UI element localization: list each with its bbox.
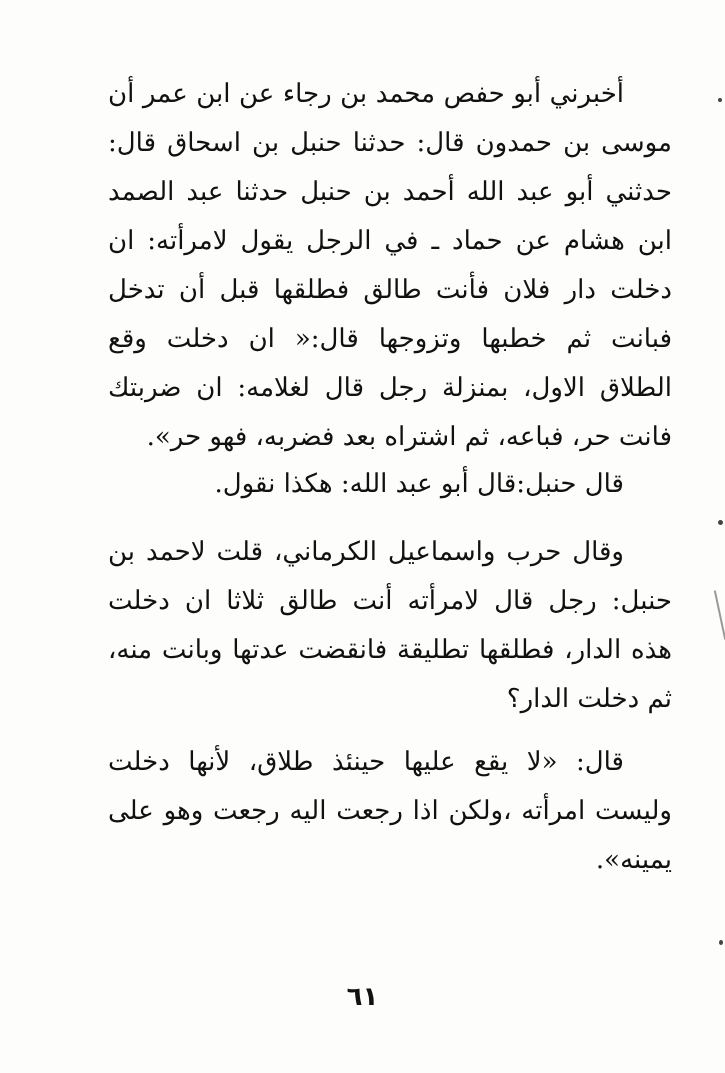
scan-edge-mark — [714, 590, 725, 639]
scan-speck — [718, 98, 722, 102]
text-line: ثم دخلت الدار؟ — [506, 684, 672, 714]
text-line: فانت حر، فباعه، ثم اشتراه بعد فضربه، فهو حر». — [146, 422, 672, 452]
scan-speck — [719, 940, 723, 945]
paragraph-question — [108, 528, 672, 724]
page-number: ٦١ — [346, 982, 379, 1012]
text-line: وقال حرب واسماعيل الكرماني، قلت لاحمد بن — [108, 537, 624, 567]
text-line: حدثني أبو عبد الله أحمد بن حنبل حدثنا عبد الصمد — [108, 177, 672, 207]
scan-speck — [718, 520, 723, 525]
text-line: ابن هشام عن حماد ـ في الرجل يقول لامرأته: ان — [108, 226, 672, 256]
text-line: الطلاق الاول، بمنزلة رجل قال لغلامه: ان ضربتك — [108, 373, 672, 403]
text-line: أخبرني أبو حفص محمد بن رجاء عن ابن عمر أن — [108, 79, 624, 109]
text-line: قال: «لا يقع عليها حينئذ طلاق، لأنها دخلت — [108, 747, 624, 777]
paragraph-hanbal-statement — [108, 460, 672, 509]
text-line: يمينه». — [595, 845, 672, 875]
text-line: فبانت ثم خطبها وتزوجها قال:« ان دخلت وقع — [108, 324, 672, 354]
text-line: وليست امرأته ،ولكن اذا رجعت اليه رجعت وهو على — [108, 796, 672, 826]
text-line: حنبل: رجل قال لامرأته أنت طالق ثلاثا ان دخلت — [108, 586, 672, 616]
text-line: هذه الدار، فطلقها تطليقة فانقضت عدتها وبانت منه، — [108, 635, 672, 665]
paragraph-answer — [108, 738, 672, 885]
text-line: قال حنبل:قال أبو عبد الله: هكذا نقول. — [214, 469, 624, 499]
text-line: دخلت دار فلان فأنت طالق فطلقها قبل أن تدخل — [108, 275, 672, 305]
paragraph-hadith — [108, 70, 672, 462]
text-line: موسى بن حمدون قال: حدثنا حنبل بن اسحاق قال: — [108, 128, 672, 158]
